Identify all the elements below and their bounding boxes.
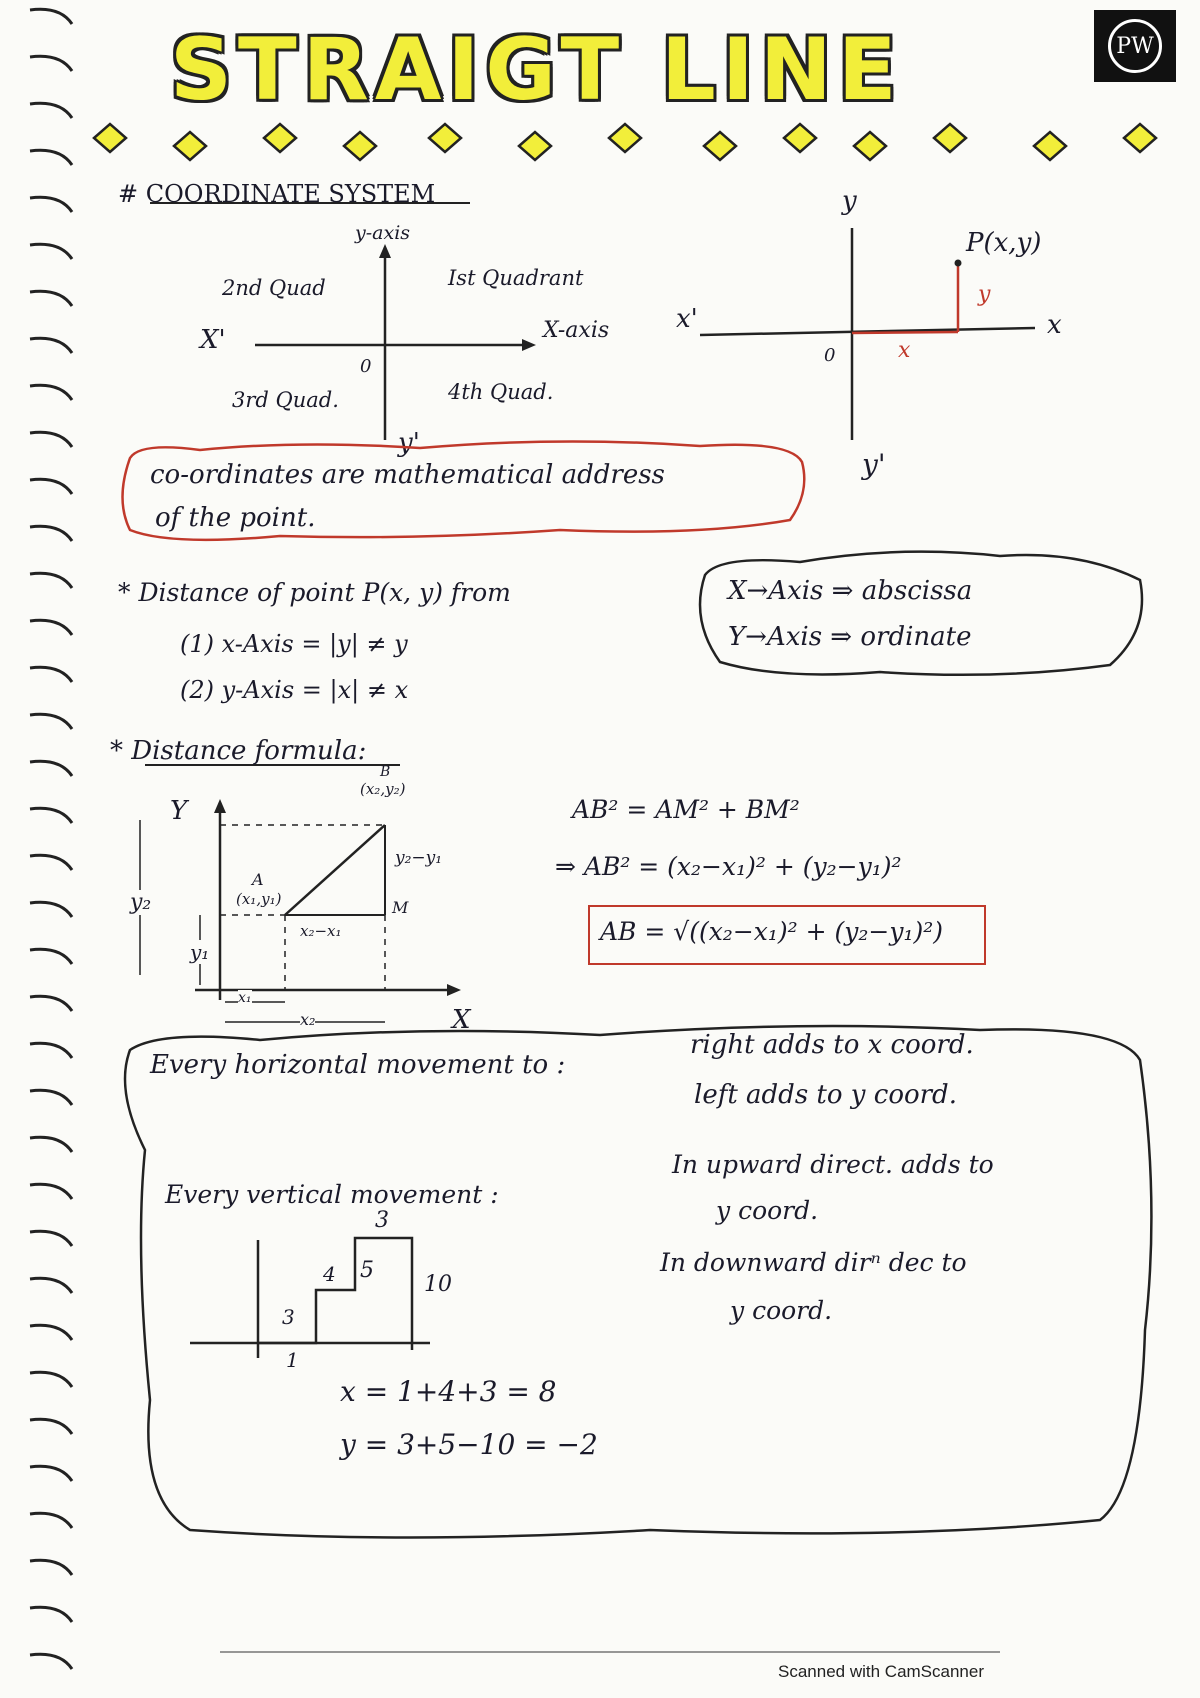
- terms-line-1: X→Axis ⇒ abscissa: [728, 576, 973, 606]
- vertical-down-2: y coord.: [730, 1296, 833, 1325]
- dg-b-coord: (x₂,y₂): [360, 780, 406, 798]
- dg-x2-label: x₂: [300, 1010, 316, 1029]
- dg-y1-label: y₁: [190, 940, 210, 964]
- pg-y-label: y: [842, 186, 857, 216]
- pg-point-label: P(x,y): [966, 228, 1042, 258]
- pg-dist-y-label: y: [978, 282, 991, 307]
- terms-line-2: Y→Axis ⇒ ordinate: [728, 622, 972, 652]
- pg-x-label: x: [1047, 310, 1062, 340]
- step-label-10: 10: [424, 1272, 452, 1297]
- vertical-down-1: In downward dirⁿ dec to: [660, 1248, 967, 1277]
- pg-y-prime-label: y': [862, 448, 886, 481]
- horizontal-right: right adds to x coord.: [690, 1030, 974, 1060]
- distance-axes-heading: * Distance of point P(x, y) from: [118, 578, 511, 607]
- dg-b-label: B: [380, 764, 391, 780]
- horizontal-left: left adds to y coord.: [694, 1080, 957, 1110]
- step-label-3b: 3: [375, 1208, 389, 1233]
- dg-m-label: M: [392, 898, 409, 917]
- quadrant-4-label: 4th Quad.: [448, 380, 554, 404]
- step-label-5: 5: [360, 1258, 374, 1283]
- dg-dx-label: x₂−x₁: [300, 922, 342, 940]
- step-label-1: 1: [286, 1348, 299, 1372]
- dg-a-label: A: [252, 870, 264, 889]
- step-path: [258, 1238, 412, 1350]
- y-equation: y = 3+5−10 = −2: [340, 1428, 598, 1461]
- dg-x-label: X: [452, 1005, 471, 1035]
- pg-dist-x-label: x: [898, 338, 911, 363]
- distance-axes-item-2: (2) y-Axis = |x| ≠ x: [180, 676, 409, 704]
- quadrant-3-label: 3rd Quad.: [232, 388, 339, 412]
- page-title: STRAIGT LINE: [170, 20, 903, 120]
- quadrant-1-label: Ist Quadrant: [448, 266, 584, 290]
- scanner-footer: Scanned with CamScanner: [778, 1662, 985, 1681]
- horizontal-heading: Every horizontal movement to :: [150, 1050, 566, 1080]
- logo-text: PW: [1108, 19, 1162, 73]
- quadrant-2-label: 2nd Quad: [222, 276, 326, 300]
- vertical-up-2: y coord.: [716, 1196, 819, 1225]
- coordinate-heading: # COORDINATE SYSTEM: [118, 180, 436, 208]
- step-label-3: 3: [282, 1305, 295, 1329]
- y-axis-label: y-axis: [355, 222, 411, 244]
- vertical-up-1: In upward direct. adds to: [672, 1150, 994, 1179]
- formula-eq-1: AB² = AM² + BM²: [572, 795, 800, 824]
- definition-line-1: co-ordinates are mathematical address: [150, 460, 665, 490]
- dg-y2-label: y₂: [130, 890, 152, 915]
- formula-eq-3: AB = √((x₂−x₁)² + (y₂−y₁)²): [600, 917, 944, 946]
- distance-axes-item-1: (1) x-Axis = |y| ≠ y: [180, 630, 408, 658]
- step-label-4: 4: [323, 1262, 336, 1286]
- pg-x-prime-label: x': [676, 304, 698, 334]
- distance-formula-heading: * Distance formula:: [110, 736, 367, 766]
- formula-eq-2: ⇒ AB² = (x₂−x₁)² + (y₂−y₁)²: [555, 852, 902, 881]
- x-axis-label: X-axis: [543, 318, 610, 343]
- definition-line-2: of the point.: [155, 503, 316, 533]
- x-equation: x = 1+4+3 = 8: [340, 1375, 557, 1408]
- pg-origin-label: 0: [824, 345, 836, 366]
- dg-y-label: Y: [170, 796, 188, 826]
- origin-label: 0: [360, 356, 372, 377]
- dg-dy-label: y₂−y₁: [395, 848, 443, 868]
- dg-a-coord: (x₁,y₁): [236, 890, 282, 908]
- y-prime-label: y': [398, 428, 420, 458]
- x-prime-label: X': [200, 325, 226, 355]
- dg-x1-label: x₁: [238, 990, 252, 1006]
- vertical-heading: Every vertical movement :: [165, 1180, 499, 1209]
